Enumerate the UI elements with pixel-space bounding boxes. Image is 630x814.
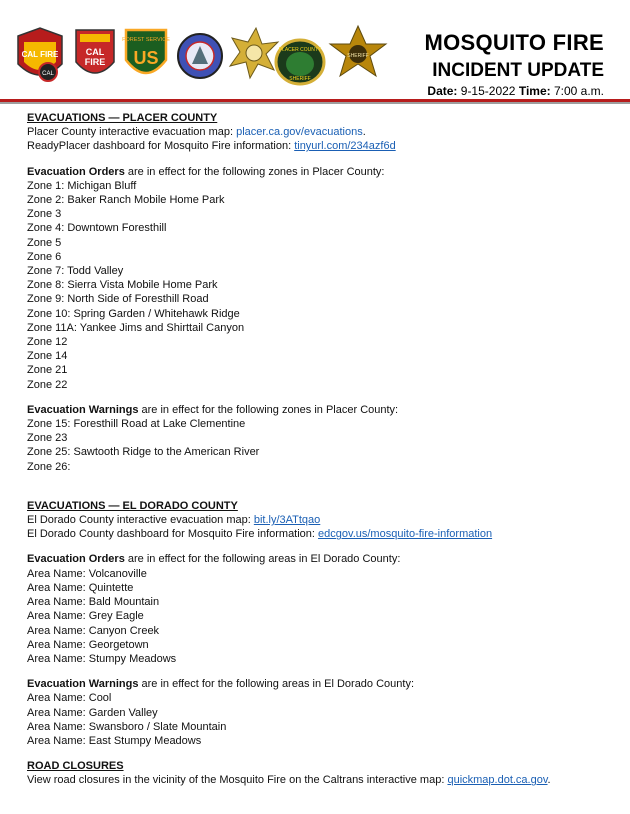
road-closures-text: View road closures in the vicinity of the Mosquito Fire on the Caltrans interactive map: bbox=[27, 774, 448, 787]
road-closures-link[interactable]: quickmap.dot.ca.gov bbox=[447, 774, 548, 787]
svg-text:CAL: CAL bbox=[85, 47, 105, 57]
eldorado-orders-rest: are in effect for the following areas in El Dorado County: bbox=[124, 553, 401, 566]
eldorado-dashboard-line bbox=[27, 527, 617, 541]
road-closures-heading: ROAD CLOSURES bbox=[27, 760, 124, 773]
date-value: 9-15-2022 bbox=[460, 84, 516, 98]
list-item: Area Name: Canyon Creek bbox=[27, 624, 160, 637]
list-item: Zone 10: Spring Garden / Whitehawk Ridge bbox=[27, 307, 240, 320]
eldorado-warnings-list bbox=[27, 691, 617, 748]
placer-map-link[interactable]: placer.ca.gov/evacuations bbox=[236, 126, 363, 139]
eldorado-warnings-bold: Evacuation Warnings bbox=[27, 678, 139, 691]
list-item: Area Name: Quintette bbox=[27, 581, 134, 594]
list-item: Zone 21 bbox=[27, 364, 68, 377]
eldorado-warnings-rest: are in effect for the following areas in El Dorado County: bbox=[138, 678, 415, 691]
list-item: Zone 15: Foresthill Road at Lake Clementine bbox=[27, 418, 246, 431]
placer-warnings-list bbox=[27, 417, 617, 474]
date-label: Date: bbox=[427, 84, 458, 98]
eldorado-heading: EVACUATIONS — EL DORADO COUNTY bbox=[27, 499, 238, 512]
list-item: Zone 11A: Yankee Jims and Shirttail Canyon bbox=[27, 321, 245, 334]
placer-map-line bbox=[27, 125, 617, 139]
list-item: Zone 6 bbox=[27, 250, 62, 263]
svg-text:PLACER COUNTY: PLACER COUNTY bbox=[278, 47, 322, 53]
road-closures-period: . bbox=[547, 774, 551, 787]
list-item: Area Name: Volcanoville bbox=[27, 567, 147, 580]
placer-orders-rest: are in effect for the following zones in Placer County: bbox=[124, 165, 385, 178]
document-header bbox=[0, 0, 630, 106]
svg-text:FIRE: FIRE bbox=[84, 57, 106, 67]
eldorado-map-line bbox=[27, 513, 617, 527]
eldorado-orders-bold: Evacuation Orders bbox=[27, 553, 125, 566]
svg-text:CAL: CAL bbox=[42, 71, 54, 77]
list-item: Zone 22 bbox=[27, 378, 68, 391]
placer-orders-intro bbox=[27, 165, 617, 179]
list-item: Zone 2: Baker Ranch Mobile Home Park bbox=[27, 194, 225, 207]
eldorado-dashboard-link[interactable]: edcgov.us/mosquito-fire-information bbox=[318, 528, 493, 541]
eldorado-orders-list bbox=[27, 567, 617, 666]
list-item: Zone 3 bbox=[27, 208, 62, 221]
list-item: Zone 5 bbox=[27, 236, 62, 249]
sheriff-star-badge bbox=[230, 28, 278, 78]
list-item: Area Name: Grey Eagle bbox=[27, 610, 144, 623]
us-forest-service-shield bbox=[122, 30, 170, 73]
eldorado-dashboard-text: El Dorado County dashboard for Mosquito Fire information: bbox=[27, 528, 319, 541]
el-dorado-county-sheriff-star bbox=[330, 26, 386, 76]
list-item: Zone 25: Sawtooth Ridge to the American River bbox=[27, 446, 260, 459]
svg-text:FOREST SERVICE: FOREST SERVICE bbox=[122, 37, 170, 43]
date-time-line bbox=[427, 84, 604, 98]
svg-text:CAL FIRE: CAL FIRE bbox=[21, 50, 59, 59]
placer-dashboard-link[interactable]: tinyurl.com/234azf6d bbox=[294, 140, 396, 153]
eldorado-warnings-intro bbox=[27, 677, 617, 691]
cal-fire-logo bbox=[18, 28, 62, 81]
svg-text:SHERIFF: SHERIFF bbox=[289, 76, 311, 82]
header-divider-grey bbox=[0, 102, 630, 104]
list-item: Area Name: Stumpy Meadows bbox=[27, 652, 177, 665]
eldorado-map-text: El Dorado County interactive evacuation map: bbox=[27, 514, 254, 527]
placer-map-period: . bbox=[362, 126, 366, 139]
eldorado-map-link[interactable]: bit.ly/3ATtqao bbox=[253, 514, 321, 527]
title-incident-update: INCIDENT UPDATE bbox=[432, 60, 604, 81]
placer-dashboard-line bbox=[27, 139, 617, 153]
list-item: Area Name: Georgetown bbox=[27, 638, 149, 651]
eldorado-orders-intro bbox=[27, 552, 617, 566]
list-item: Zone 1: Michigan Bluff bbox=[27, 179, 137, 192]
list-item: Area Name: Swansboro / Slate Mountain bbox=[27, 720, 227, 733]
document-body bbox=[27, 111, 617, 788]
list-item: Zone 4: Downtown Foresthill bbox=[27, 222, 167, 235]
list-item: Zone 12 bbox=[27, 336, 68, 349]
list-item: Area Name: Garden Valley bbox=[27, 706, 158, 719]
list-item: Zone 8: Sierra Vista Mobile Home Park bbox=[27, 279, 218, 292]
placer-county-sheriff-patch bbox=[276, 40, 324, 84]
svg-text:US: US bbox=[133, 48, 159, 68]
time-label: Time: bbox=[518, 84, 551, 98]
placer-orders-list bbox=[27, 179, 617, 392]
title-mosquito-fire: MOSQUITO FIRE bbox=[424, 30, 604, 55]
list-item: Zone 14 bbox=[27, 350, 68, 363]
list-item: Area Name: Cool bbox=[27, 692, 112, 705]
agency-logos bbox=[10, 24, 390, 94]
list-item: Zone 26: bbox=[27, 460, 71, 473]
agency-seal bbox=[178, 34, 222, 78]
road-closures-line bbox=[27, 773, 617, 787]
list-item: Area Name: Bald Mountain bbox=[27, 596, 160, 609]
placer-warnings-intro bbox=[27, 403, 617, 417]
placer-heading: EVACUATIONS — PLACER COUNTY bbox=[27, 112, 218, 124]
list-item: Zone 7: Todd Valley bbox=[27, 265, 124, 278]
placer-warnings-bold: Evacuation Warnings bbox=[27, 403, 139, 416]
svg-text:SHERIFF: SHERIFF bbox=[347, 53, 369, 59]
time-value: 7:00 a.m. bbox=[553, 84, 604, 98]
list-item: Area Name: East Stumpy Meadows bbox=[27, 734, 202, 747]
placer-orders-bold: Evacuation Orders bbox=[27, 165, 125, 178]
list-item: Zone 23 bbox=[27, 432, 68, 445]
placer-map-text: Placer County interactive evacuation map: bbox=[27, 126, 237, 139]
list-item: Zone 9: North Side of Foresthill Road bbox=[27, 293, 209, 306]
placer-warnings-rest: are in effect for the following zones in Placer County: bbox=[138, 403, 399, 416]
cal-fire-logo bbox=[76, 30, 114, 73]
placer-dashboard-text: ReadyPlacer dashboard for Mosquito Fire information: bbox=[27, 140, 295, 153]
